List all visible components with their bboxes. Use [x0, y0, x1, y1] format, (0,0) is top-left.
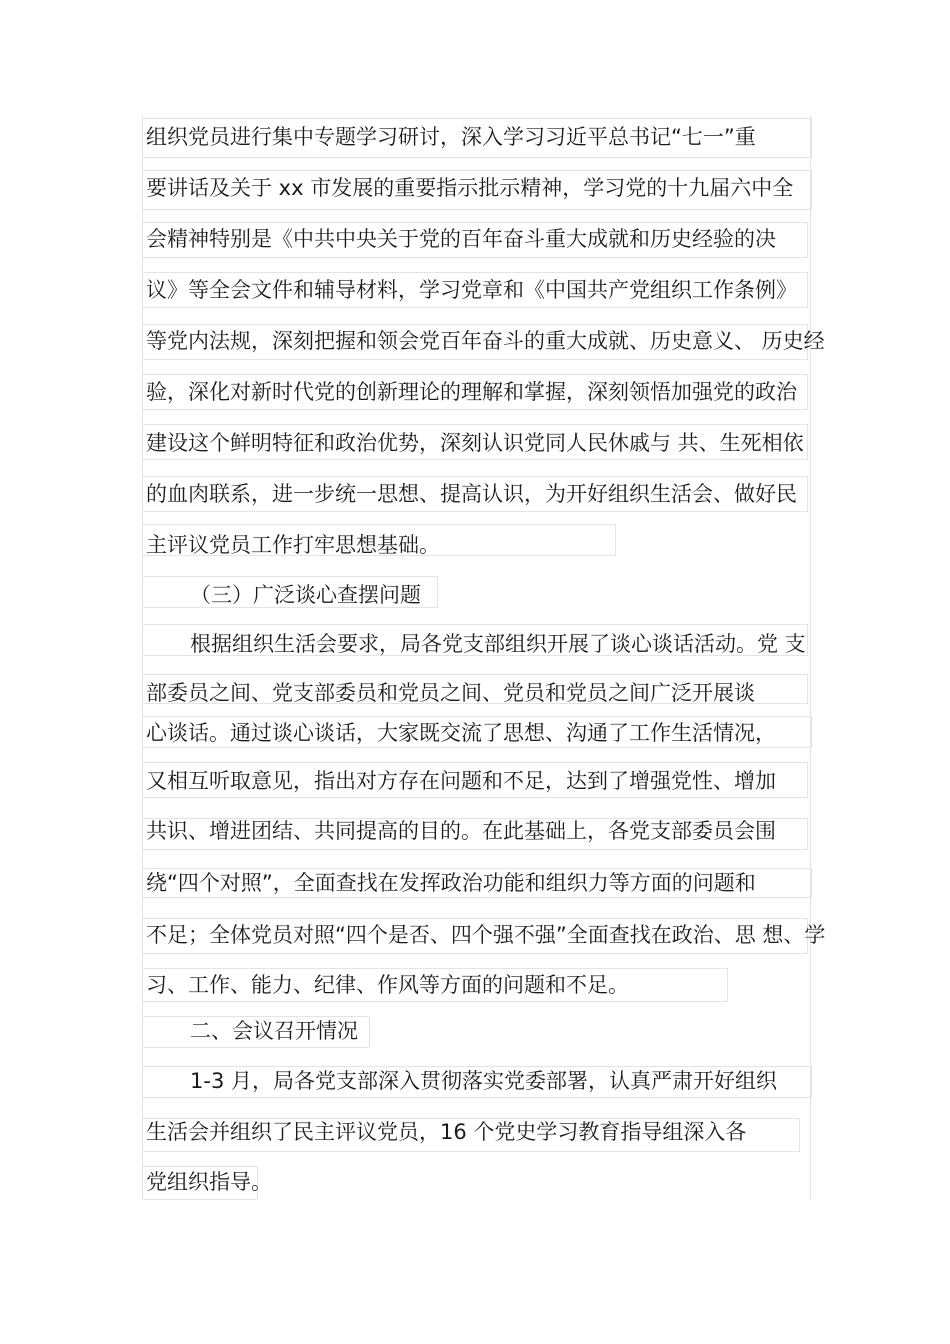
- paragraph-line: 会精神特别是《中共中央关于党的百年奋斗重大成就和历史经验的决: [146, 227, 776, 251]
- paragraph-line: 习、工作、能力、纪律、作风等方面的问题和不足。: [146, 973, 629, 997]
- section-heading: （三）广泛谈心查摆问题: [190, 583, 421, 607]
- page-right-rule: [810, 115, 811, 1200]
- paragraph-line: 部委员之间、党支部委员和党员之间、党员和党员之间广泛开展谈: [146, 681, 755, 705]
- paragraph-line: 主评议党员工作打牢思想基础。: [146, 533, 440, 557]
- paragraph-line: 绕“四个对照”，全面查找在发挥政治功能和组织力等方面的问题和: [146, 871, 756, 895]
- paragraph-line: 根据组织生活会要求，局各党支部组织开展了谈心谈话活动。党 支: [190, 632, 806, 656]
- paragraph-line: 等党内法规，深刻把握和领会党百年奋斗的重大成就、历史意义、 历史经: [146, 329, 825, 353]
- section-heading: 二、会议召开情况: [190, 1019, 358, 1043]
- paragraph-line: 验，深化对新时代党的创新理论的理解和掌握，深刻领悟加强党的政治: [146, 380, 797, 404]
- paragraph-line: 又相互听取意见，指出对方存在问题和不足，达到了增强党性、增加: [146, 769, 776, 793]
- paragraph-line: 生活会并组织了民主评议党员，16 个党史学习教育指导组深入各: [146, 1120, 747, 1144]
- paragraph-line: 建设这个鲜明特征和政治优势，深刻认识党同人民休戚与 共、生死相依: [146, 431, 804, 455]
- paragraph-line: 议》等全会文件和辅导材料，学习党章和《中国共产党组织工作条例》: [146, 278, 797, 302]
- paragraph-line: 的血肉联系，进一步统一思想、提高认识，为开好组织生活会、做好民: [146, 482, 797, 506]
- paragraph-line: 要讲话及关于 xx 市发展的重要指示批示精神，学习党的十九届六中全: [146, 176, 794, 200]
- paragraph-line: 心谈话。通过谈心谈话，大家既交流了思想、沟通了工作生活情况，: [146, 721, 776, 745]
- paragraph-line: 组织党员进行集中专题学习研讨，深入学习习近平总书记“七一”重: [146, 125, 756, 149]
- paragraph-line: 党组织指导。: [146, 1170, 272, 1194]
- paragraph-line: 1-3 月，局各党支部深入贯彻落实党委部署，认真严肃开好组织: [190, 1069, 777, 1093]
- paragraph-line: 共识、增进团结、共同提高的目的。在此基础上，各党支部委员会围: [146, 819, 776, 843]
- paragraph-line: 不足；全体党员对照“四个是否、四个强不强”全面查找在政治、思 想、学: [146, 923, 826, 947]
